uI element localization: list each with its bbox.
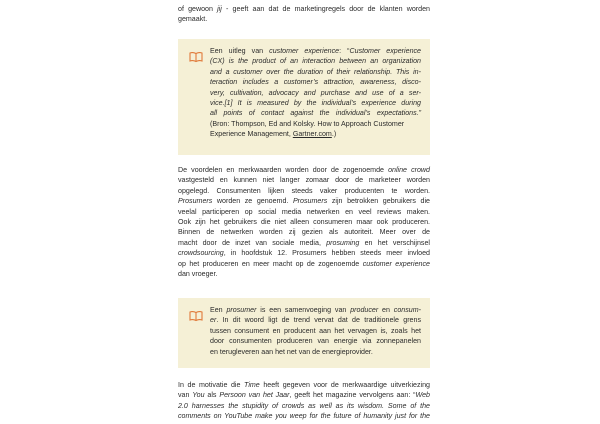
prosumer-definition-text: Een prosumer is een samenvoeging van producer en consum- er. In dit woord ligt de trend vervat dat de traditionele grens tussen consument en producent aan het vervagen is, zoals het door consumenten produceren van energie via zonnepanelen en terugleveren aan het net van de energieprovider. <box>210 306 421 356</box>
time-motivation-paragraph: In de motivatie die Time heeft gegeven voor de merkwaardige uitverkiezing van You als Persoon van het Jaar, geeft het magazine vervolgens aan: “Web 2.0 harnesses the stupidity of crowds as well as its wisdom. Some of the comments on YouTube make you weep for the future of humanity just for the <box>178 381 430 421</box>
definition-text: Een uitleg van customer experience: “Customer experience (CX) is the product of an interaction between an organization and a customer over the duration of their relationship. This in- teraction includes a customer’s attraction, awareness, disco- very, cultivation, advocacy and purchase and use of a ser- vice.[1] It is measured by the individual’s experience during all points of contact against the individual’s expectations.” (Bron: Thompson, Ed and Kolsky. How to Approach Customer Experience Management, Gartner.com.) <box>210 47 421 139</box>
gartner-link[interactable]: Gartner.com <box>292 130 332 139</box>
open-book-icon <box>189 50 203 62</box>
definition-box-customer-experience <box>178 39 430 155</box>
top-paragraph: of gewoon jij - geeft aan dat de marketingregels door de klanten worden gemaakt. <box>178 5 430 24</box>
prosumers-paragraph: De voordelen en merkwaarden worden door de zogenoemde online crowd vastgesteld en kunnen niet langer zomaar door de marketeer worden opgelegd. Consumenten lijken steeds vaker producenten te worden. Prosumers worden ze genoemd. Prosumers zijn betrokken gebruikers die veelal participeren op social media netwerken en veel reviews maken. Ook zijn het gebruikers die niet alleen consumeren maar ook produceren. Binnen de netwerken worden zij gezien als autoriteit. Meer over de macht door de inzet van sociale media, prosuming en het verschijnsel crowdsourcing, in hoofdstuk 12. Prosumers hebben steeds meer invloed op het produceren en meer macht op de zogenoemde customer experience dan vroeger. <box>178 166 430 279</box>
definition-box-prosumer <box>178 298 430 368</box>
open-book-icon <box>189 309 203 321</box>
